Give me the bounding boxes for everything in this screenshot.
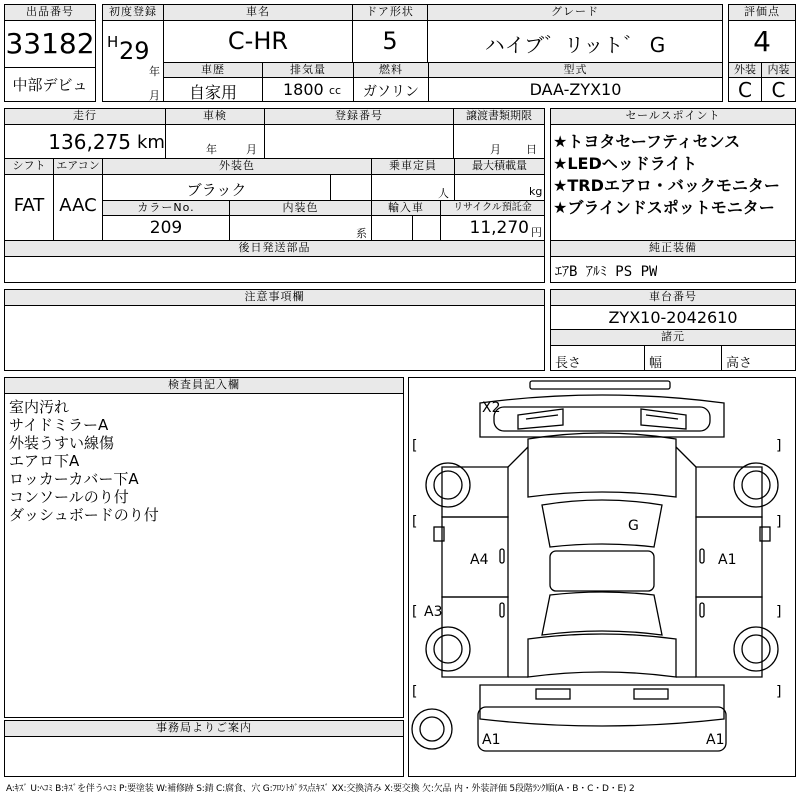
fuel-cell [353,77,429,102]
ac: AAC [59,195,97,216]
month-unit: 月 [149,89,160,102]
bracket-right-4: ] [776,684,782,700]
capacity-label: 乗車定員 [371,158,455,175]
transfer-cell [453,124,545,159]
car-name: C-HR [227,27,289,55]
color-sub-cell [330,174,372,201]
displacement: 1800 [283,80,324,99]
venue: 中部デビュ [12,76,88,94]
selling-points-label: セールスポイント [550,108,796,125]
height-label: 高さ [726,356,753,371]
legend: A:ｷｽﾞ U:ﾍｺﾐ B:ｷｽﾞを伴うﾍｺﾐ P:要塗装 W:補修跡 S:錆 C:腐食、穴 G:ﾌﾛﾝﾄｶﾞﾗｽ点ｷｽﾞ XX:交換済み X:要交換 欠:欠品 内・外装評価 5段階ﾗﾝｸ順(A・B・C・D・E) 2 [6,784,635,794]
plate-label: 登録番号 [264,108,454,125]
displacement-label: 排気量 [262,62,354,78]
inspection-label: 車検 [165,108,265,125]
fuel: ガソリン [363,84,419,100]
history-cell [163,77,263,102]
reg-year: 29 [119,37,150,65]
inspection-month-unit: 月 [246,143,257,156]
car-name-cell [163,20,353,63]
remark-3: 外装うすい線傷 [9,434,115,452]
selling-point-3: ★TRDエアロ・バックモニター [553,176,780,195]
mileage-label: 走行 [4,108,166,125]
bracket-left-1: [ [412,438,418,454]
remark-6: コンソールのり付 [9,488,129,506]
mark-front-roof: X2 [482,400,501,416]
interior-cell [761,77,796,102]
inspection-cell [165,124,265,159]
model-cell [428,77,723,102]
transfer-month-unit: 月 [490,143,501,156]
selling-point-2: ★LEDヘッドライト [553,154,698,173]
width-cell [644,345,722,371]
mark-rear-left: A1 [482,732,501,748]
color: ブラック [186,181,247,199]
import-cell-a [371,215,413,241]
exterior-cell [728,77,762,102]
mileage-unit: km [137,132,165,153]
grade-label: グレード [427,4,723,21]
first-reg-cell [102,20,164,102]
model: DAA-ZYX10 [529,80,622,99]
recycle-unit: 円 [531,226,542,239]
interior-label: 内装 [761,62,796,78]
equipment-cell [550,256,796,283]
load-unit: kg [529,185,543,198]
door-label: ドア形状 [352,4,428,21]
year-unit: 年 [149,65,160,78]
interior-grade: C [771,78,786,102]
history-label: 車歴 [163,62,263,78]
fuel-label: 燃料 [353,62,429,78]
capacity-unit: 人 [438,187,449,200]
remark-2: サイドミラーA [9,416,109,434]
color-no-label: カラーNo. [102,200,230,216]
length-cell [550,345,645,371]
import-label: 輸入車 [371,200,441,216]
interior-color-cell [229,215,372,241]
remark-4: エアロ下A [9,452,80,470]
plate-cell [264,124,454,159]
doors: 5 [382,27,398,55]
score-label: 評価点 [728,4,796,21]
recycle-label: リサイクル預託金 [440,200,545,216]
bracket-left-3: [ [412,604,418,620]
transfer-day-unit: 日 [526,143,537,156]
mark-rear-right: A1 [706,732,725,748]
lot-cell [4,20,96,68]
selling-point-1: ★トヨタセーフティセンス [553,132,741,151]
transfer-label: 譲渡書類期限 [453,108,545,125]
remark-7: ダッシュボードのり付 [9,506,159,524]
inspector-cell [4,393,404,718]
lot-label: 出品番号 [4,4,96,21]
bracket-right-2: ] [776,514,782,530]
bracket-left-4: [ [412,684,418,700]
remark-5: ロッカーカバー下A [9,470,139,488]
displacement-cell [262,77,354,102]
load-label: 最大積載量 [454,158,545,175]
bracket-right-1: ] [776,438,782,454]
length-label: 長さ [555,356,582,371]
mark-right-door: A1 [718,552,737,568]
exterior-grade: C [738,78,752,102]
shift-cell [4,174,54,241]
capacity-cell [371,174,455,201]
mark-left-door: A4 [470,552,489,568]
lot-number: 33182 [5,27,95,60]
shift: FAT [13,195,45,216]
bracket-left-2: [ [412,514,418,530]
interior-color-unit: 系 [356,227,367,240]
interior-color-label: 内装色 [229,200,372,216]
color-cell [102,174,331,201]
import-cell-b [412,215,441,241]
later-parts-cell [4,256,545,283]
venue-cell [4,67,96,102]
equipment: ｴｱB ｱﾙﾐ PS PW [555,264,658,280]
mark-hood: G [628,518,639,534]
history: 自家用 [188,83,237,102]
recycle: 11,270 [469,218,529,238]
equipment-label: 純正装備 [550,240,796,257]
width-label: 幅 [649,356,663,371]
remark-1: 室内汚れ [9,398,70,416]
car-diagram [408,377,796,777]
recycle-cell [440,215,545,241]
displacement-unit: cc [329,84,342,97]
color-no: 209 [149,218,183,238]
chassis-label: 車台番号 [550,289,796,306]
grade-cell [427,20,723,63]
height-cell [721,345,796,371]
ac-cell [53,174,103,241]
color-label: 外装色 [102,158,372,175]
model-label: 型式 [428,62,723,78]
era: H [107,33,119,51]
later-parts-label: 後日発送部品 [4,240,545,257]
dims-label: 諸元 [550,329,796,346]
selling-points-cell [550,124,796,241]
inspection-year-unit: 年 [206,143,217,156]
bracket-right-3: ] [776,604,782,620]
chassis-cell [550,305,796,330]
office-cell [4,736,404,777]
score-cell [728,20,796,63]
mark-left-rear: A3 [424,604,443,620]
notes-cell [4,305,545,371]
ac-label: エアコン [53,158,103,175]
grade: ハイブ゛リット゛ G [484,33,666,57]
inspector-label: 検査員記入欄 [4,377,404,394]
mileage-cell [4,124,166,159]
load-cell [454,174,545,201]
shift-label: シフト [4,158,54,175]
color-no-cell [102,215,230,241]
car-name-label: 車名 [163,4,353,21]
notes-label: 注意事項欄 [4,289,545,306]
score: 4 [753,25,771,58]
door-cell [352,20,428,63]
office-label: 事務局よりご案内 [4,720,404,737]
first-reg-label: 初度登録 [102,4,164,21]
mileage: 136,275 [48,130,131,154]
selling-point-4: ★ブラインドスポットモニター [553,198,775,217]
chassis-number: ZYX10-2042610 [608,308,738,327]
exterior-label: 外装 [728,62,762,78]
